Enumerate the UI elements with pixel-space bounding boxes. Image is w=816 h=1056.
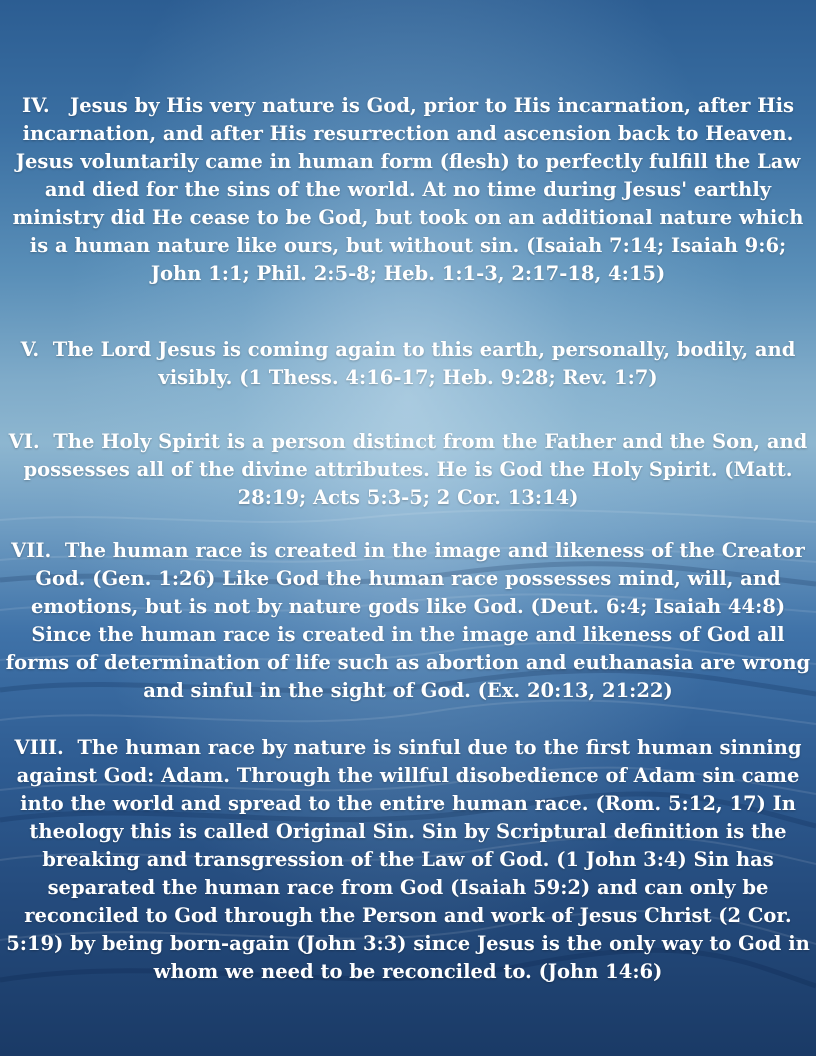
section-numeral: IV. bbox=[21, 94, 50, 117]
paragraph-iv bbox=[4, 92, 812, 288]
paragraph-v bbox=[4, 336, 812, 392]
section-numeral: VII. bbox=[11, 539, 52, 562]
section-numeral: VIII. bbox=[14, 736, 64, 759]
paragraph-text: The Lord Jesus is coming again to this earth, personally, bodily, and visibly. (1 Thess. 4:16-17; Heb. 9:28; Rev. 1:7) bbox=[52, 338, 796, 389]
paragraph-viii bbox=[4, 734, 812, 986]
paragraph-text: Jesus by His very nature is God, prior to His incarnation, after His incarnation, and after His resurrection and ascension back to Heaven. Jesus voluntarily came in human form (flesh) to perfectly fulfill the Law and died for the sins of the world. At no time during Jesus' earthly ministry did He cease to be God, but took on an additional nature which is a human nature like ours, but without sin. (Isaiah 7:14; Isaiah 9:6; John 1:1; Phil. 2:5-8; Heb. 1:1-3, 2:17-18, 4:15) bbox=[12, 94, 804, 285]
paragraph-text: The human race is created in the image and likeness of the Creator God. (Gen. 1:26) Like God the human race possesses mind, will, and emotions, but is not by nature gods like God. (Deut. 6:4; Isaiah 44:8) Since the human race is created in the image and likeness of God all forms of determination of life such as abortion and euthanasia are wrong and sinful in the sight of God. (Ex. 20:13, 21:22) bbox=[5, 539, 811, 702]
paragraph-text: The human race by nature is sinful due to the first human sinning against God: Adam. Through the willful disobedience of Adam sin came into the world and spread to the entire human race. (Rom. 5:12, 17) In theology this is called Original Sin. Sin by Scriptural definition is the breaking and transgression of the Law of God. (1 John 3:4) Sin has separated the human race from God (Isaiah 59:2) and can only be reconciled to God through the Person and work of Jesus Christ (2 Cor. 5:19) by being born-again (John 3:3) since Jesus is the only way to God in whom we need to be reconciled to. (John 14:6) bbox=[6, 736, 810, 983]
section-numeral: V. bbox=[20, 338, 40, 361]
paragraph-vii bbox=[4, 537, 812, 705]
paragraph-vi bbox=[4, 428, 812, 512]
paragraph-text: The Holy Spirit is a person distinct from the Father and the Son, and possesses all of the divine attributes. He is God the Holy Spirit. (Matt. 28:19; Acts 5:3-5; 2 Cor. 13:14) bbox=[23, 430, 808, 509]
section-numeral: VI. bbox=[8, 430, 40, 453]
